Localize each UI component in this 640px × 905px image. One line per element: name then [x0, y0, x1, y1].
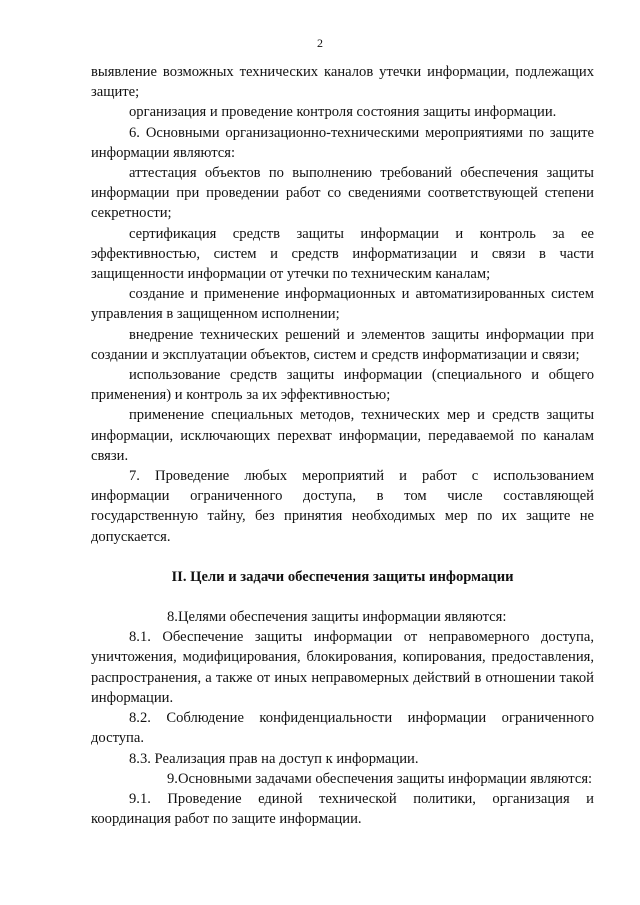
section-heading: II. Цели и задачи обеспечения защиты информации [171, 568, 514, 585]
paragraph-item-8-3: 8.3. Реализация прав на доступ к информации. [129, 750, 419, 767]
paragraph-item-7: 7. Проведение любых мероприятий и работ с использованием информации ограниченного доступа, в том числе составляющей государственную тайну, без принятия необходимых мер по их защите не допускается. [91, 468, 594, 545]
paragraph: создание и применение информационных и автоматизированных систем управления в защищенном исполнении; [91, 286, 594, 323]
paragraph-item-6: 6. Основными организационно-техническими мероприятиями по защите информации являются: [91, 124, 594, 161]
item-number: 8. [167, 609, 178, 626]
paragraph: сертификация средств защиты информации и контроль за ее эффективностью, систем и средств информатизации и связи в части защищенности информации от утечки по техническим каналам; [91, 225, 594, 283]
paragraph-item-9-1: 9.1. Проведение единой технической политики, организация и координация работ по защите информации. [91, 790, 594, 828]
paragraph: аттестация объектов по выполнению требований обеспечения защиты информации при проведении работ со сведениями соответствующей степени секретности; [91, 165, 594, 222]
page-number: 2 [317, 36, 323, 50]
paragraph: выявление возможных технических каналов утечки информации, подлежащих защите; [91, 64, 594, 101]
item-text: Целями обеспечения защиты информации являются: [177, 609, 507, 626]
paragraph-item-8 [91, 607, 594, 627]
paragraph: организация и проведение контроля состояния защиты информации. [129, 104, 557, 121]
paragraph: применение специальных методов, технических мер и средств защиты информации, исключающих перехват информации, передаваемой по каналам связи. [91, 407, 594, 464]
paragraph-item-8-2: 8.2. Соблюдение конфиденциальности информации ограниченного доступа. [91, 710, 594, 747]
paragraph: внедрение технических решений и элементов защиты информации при создании и эксплуатации объектов, систем и средств информатизации и связи; [91, 326, 594, 363]
paragraph: использование средств защиты информации (специального и общего применения) и контроль за их эффективностью; [91, 367, 594, 404]
item-text: Основными задачами обеспечения защиты информации являются: [177, 770, 593, 787]
item-number: 9. [167, 770, 178, 787]
document-body [91, 62, 594, 829]
paragraph-item-8-1: 8.1. Обеспечение защиты информации от неправомерного доступа, уничтожения, модифицирования, блокирования, копирования, предоставления, распространения, а также от иных неправомерных действий в отношении такой информации. [91, 629, 594, 706]
paragraph-item-9 [91, 769, 594, 789]
